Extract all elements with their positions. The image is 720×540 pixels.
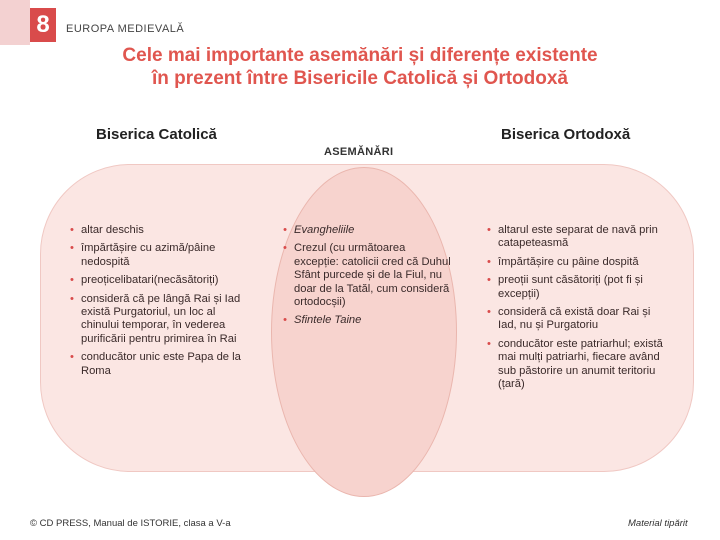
orthodox-list xyxy=(487,224,667,396)
chapter-title: EUROPA MEDIEVALĂ xyxy=(66,23,185,35)
list-item: • împărtășire cu pâine dospită xyxy=(487,256,667,269)
list-item: • conducător unic este Papa de la Roma xyxy=(70,351,250,378)
similarities-heading: ASEMĂNĂRI xyxy=(324,146,394,158)
list-item: • Sfintele Taine xyxy=(283,314,451,327)
list-item: • împărtășire cu azimă/pâine nedospită xyxy=(70,242,250,269)
list-item: • Crezul (cu următoarea excepție: catolicii cred că Duhul Sfânt purcede și de la Fiul, nu doar de la Tatăl, cum consideră ortodocșii) xyxy=(283,242,451,309)
common-list xyxy=(283,224,451,333)
list-item: • conducător este patriarhul; există mai mulți patriarhi, fiecare având sub păstorire un anumit teritoriu (țară) xyxy=(487,338,667,392)
catholic-list xyxy=(70,224,250,383)
list-item: • altar deschis xyxy=(70,224,250,237)
orthodox-heading: Biserica Ortodoxă xyxy=(501,126,631,143)
catholic-heading: Biserica Catolică xyxy=(96,126,217,143)
list-item: • consideră că pe lângă Rai și Iad există Purgatoriul, un loc al chinului temporar, în vederea purificării pentru primirea în Rai xyxy=(70,293,250,347)
page-corner xyxy=(0,0,30,45)
list-item: • consideră că există doar Rai și Iad, nu și Purgatoriu xyxy=(487,306,667,333)
list-item: • preoțicelibatari(necăsătoriți) xyxy=(70,274,250,287)
list-item: • preoții sunt căsătoriți (pot fi și excepții) xyxy=(487,274,667,301)
page-title xyxy=(0,44,720,90)
page-number: 8 xyxy=(36,11,50,38)
page-number-badge xyxy=(30,8,56,42)
list-item: • Evangheliile xyxy=(283,224,451,237)
title-line-2: în prezent între Bisericile Catolică și Ortodoxă xyxy=(151,68,568,89)
copyright-footer: © CD PRESS, Manual de ISTORIE, clasa a V-a xyxy=(30,518,231,529)
list-item: • altarul este separat de navă prin catapeteasmă xyxy=(487,224,667,251)
title-line-1: Cele mai importante asemănări și diferențe existente xyxy=(122,45,598,66)
printed-material-label: Material tipărit xyxy=(628,518,688,529)
